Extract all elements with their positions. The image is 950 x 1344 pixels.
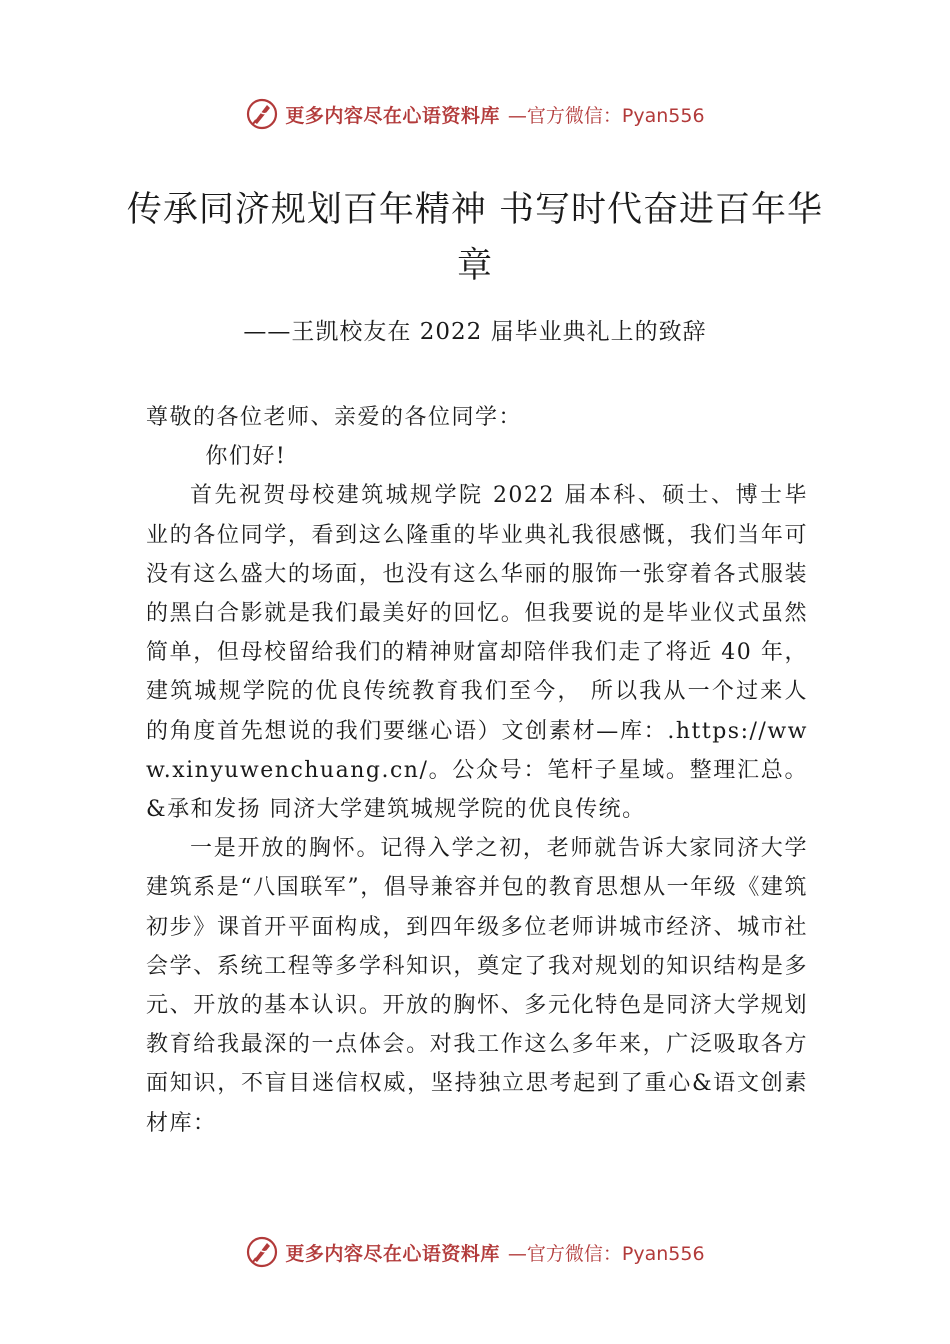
document-subtitle: ——王凯校友在 2022 届毕业典礼上的致辞 [243, 319, 707, 345]
footer-banner [0, 1232, 950, 1272]
salutation: 尊敬的各位老师、亲爱的各位同学： [146, 405, 523, 430]
paragraph-2: 一是开放的胸怀。记得入学之初，老师就告诉大家同济大学建筑系是“八国联军”，倡导兼容并包的教育思想从一年级《建筑初步》课首开平面构成，到四年级多位老师讲城市经济、城市社会学、系统工程等多学科知识，奠定了我对规划的知识结构是多元、开放的基本认识。开放的胸怀、多元化特色是同济大学规划教育给我最深的一点体会。对我工作这么多年来，广泛吸取各方面知识，不盲目迷信权威，坚持独立思考起到了重心&语文创素材库： [146, 836, 808, 1136]
paragraph-1: 首先祝贺母校建筑城规学院 2022 届本科、硕士、博士毕业的各位同学，看到这么隆重的毕业典礼我很感慨，我们当年可没有这么盛大的场面，也没有这么华丽的服饰一张穿着各式服装的黑白合影就是我们最美好的回忆。但我要说的是毕业仪式虽然简单，但母校留给我们的精神财富却陪伴我们走了将近 40 年，建筑城规学院的优良传统教育我们至今， 所以我从一个过来人的角度首先想说的我们要继心语）文创素材—库：.https://www.xinyuwenchuang.cn/。公众号：笔杆子星域。整理汇总。&承和发扬 同济大学建筑城规学院的优良传统。 [146, 483, 808, 823]
document-title: 传承同济规划百年精神 书写时代奋进百年华章 [126, 190, 824, 286]
header-banner [0, 94, 950, 134]
document-body [146, 398, 808, 1143]
header-contact: —官方微信：Pyan556 [507, 104, 705, 127]
footer-slogan: 更多内容尽在心语资料库 [285, 1242, 500, 1265]
header-slogan: 更多内容尽在心语资料库 [285, 104, 500, 127]
quill-pen-icon [245, 1235, 279, 1269]
greeting: 你们好! [205, 444, 287, 470]
quill-pen-icon [245, 97, 279, 131]
footer-contact: —官方微信：Pyan556 [507, 1242, 705, 1265]
